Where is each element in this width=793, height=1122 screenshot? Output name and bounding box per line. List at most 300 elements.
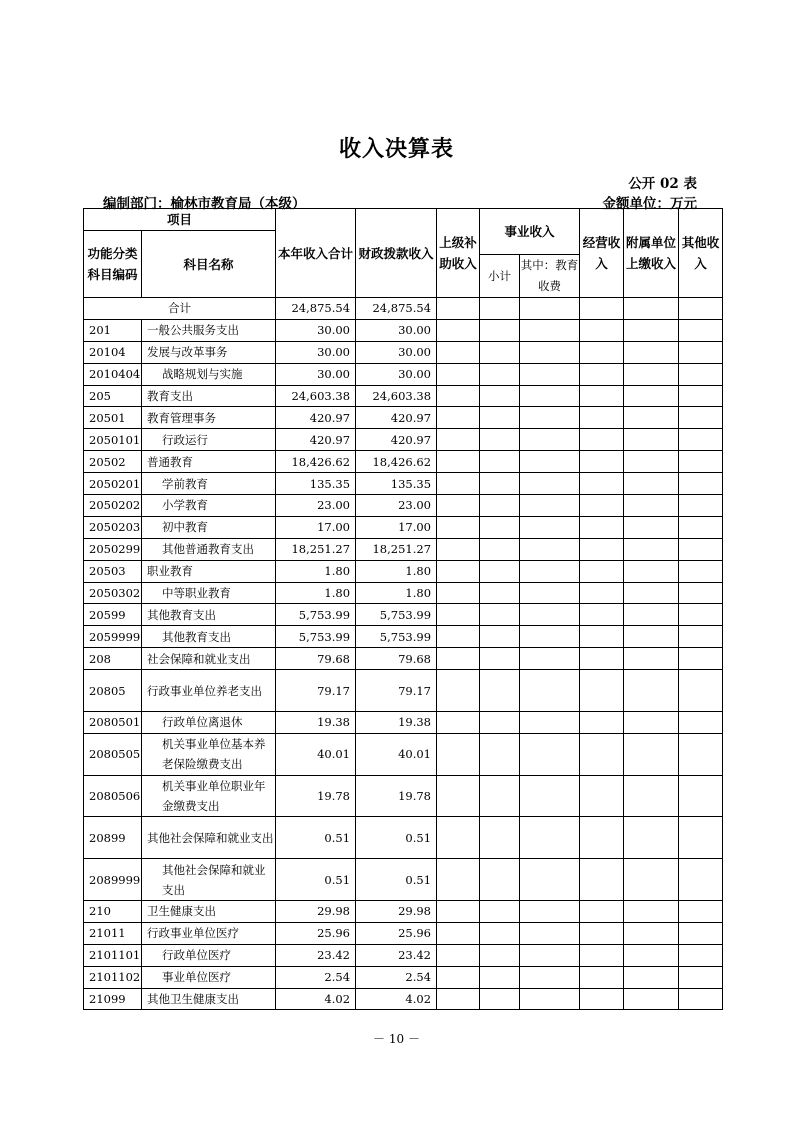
row-subject: 小学教育 bbox=[142, 495, 276, 517]
row-subject: 行政单位医疗 bbox=[142, 944, 276, 966]
empty-cell bbox=[437, 817, 480, 859]
row-subject: 普通教育 bbox=[142, 451, 276, 473]
row-total: 25.96 bbox=[276, 922, 356, 944]
empty-cell bbox=[520, 560, 580, 582]
empty-cell bbox=[679, 429, 723, 451]
row-code: 205 bbox=[84, 385, 142, 407]
row-code: 20501 bbox=[84, 407, 142, 429]
header-item: 项目 bbox=[84, 209, 276, 231]
empty-cell bbox=[437, 648, 480, 670]
row-fiscal: 135.35 bbox=[356, 473, 437, 495]
row-total: 17.00 bbox=[276, 516, 356, 538]
row-subject: 社会保障和就业支出 bbox=[142, 648, 276, 670]
row-subject: 其他普通教育支出 bbox=[142, 538, 276, 560]
row-fiscal: 5,753.99 bbox=[356, 626, 437, 648]
empty-cell bbox=[480, 473, 520, 495]
table-row bbox=[84, 385, 723, 407]
header-affiliated: 附属单位上缴收入 bbox=[624, 209, 679, 298]
empty-cell bbox=[480, 582, 520, 604]
table-row bbox=[84, 966, 723, 988]
row-total: 40.01 bbox=[276, 733, 356, 775]
empty-cell bbox=[580, 451, 624, 473]
empty-cell bbox=[520, 604, 580, 626]
row-code: 2010404 bbox=[84, 363, 142, 385]
empty-cell bbox=[520, 901, 580, 923]
row-fiscal: 1.80 bbox=[356, 582, 437, 604]
empty-cell bbox=[679, 817, 723, 859]
row-fiscal: 0.51 bbox=[356, 859, 437, 901]
empty-cell bbox=[624, 429, 679, 451]
empty-cell bbox=[437, 901, 480, 923]
table-row bbox=[84, 495, 723, 517]
empty-cell bbox=[624, 859, 679, 901]
table-row bbox=[84, 944, 723, 966]
empty-cell bbox=[480, 538, 520, 560]
empty-cell bbox=[624, 407, 679, 429]
empty-cell bbox=[580, 670, 624, 712]
row-code: 2080505 bbox=[84, 733, 142, 775]
empty-cell bbox=[624, 670, 679, 712]
empty-cell bbox=[580, 988, 624, 1010]
empty-cell bbox=[624, 473, 679, 495]
row-code: 2101102 bbox=[84, 966, 142, 988]
empty-cell bbox=[580, 775, 624, 817]
empty-cell bbox=[679, 711, 723, 733]
row-code: 2080506 bbox=[84, 775, 142, 817]
empty-cell bbox=[437, 988, 480, 1010]
row-total: 5,753.99 bbox=[276, 604, 356, 626]
row-total: 19.78 bbox=[276, 775, 356, 817]
row-total: 30.00 bbox=[276, 319, 356, 341]
empty-cell bbox=[580, 859, 624, 901]
row-fiscal: 30.00 bbox=[356, 341, 437, 363]
empty-cell bbox=[580, 817, 624, 859]
empty-cell bbox=[679, 901, 723, 923]
empty-cell bbox=[480, 495, 520, 517]
row-subject: 一般公共服务支出 bbox=[142, 319, 276, 341]
empty-cell bbox=[679, 670, 723, 712]
row-subject: 其他教育支出 bbox=[142, 626, 276, 648]
row-code: 210 bbox=[84, 901, 142, 923]
table-row bbox=[84, 473, 723, 495]
row-fiscal: 2.54 bbox=[356, 966, 437, 988]
header-edu-fee: 其中：教育收费 bbox=[520, 255, 580, 298]
row-total: 420.97 bbox=[276, 429, 356, 451]
empty-cell bbox=[624, 733, 679, 775]
empty-cell bbox=[480, 922, 520, 944]
empty-cell bbox=[679, 363, 723, 385]
empty-cell bbox=[520, 385, 580, 407]
empty-cell bbox=[624, 775, 679, 817]
total-label: 合计 bbox=[84, 298, 276, 320]
empty-cell bbox=[624, 988, 679, 1010]
empty-cell bbox=[679, 560, 723, 582]
row-subject: 发展与改革事务 bbox=[142, 341, 276, 363]
empty-cell bbox=[437, 944, 480, 966]
row-fiscal: 40.01 bbox=[356, 733, 437, 775]
total-fiscal: 24,875.54 bbox=[356, 298, 437, 320]
table-row bbox=[84, 670, 723, 712]
table-row bbox=[84, 817, 723, 859]
empty-cell bbox=[624, 711, 679, 733]
income-statement-table bbox=[83, 208, 723, 1010]
empty-cell bbox=[624, 451, 679, 473]
row-fiscal: 5,753.99 bbox=[356, 604, 437, 626]
row-subject: 行政事业单位医疗 bbox=[142, 922, 276, 944]
row-total: 1.80 bbox=[276, 560, 356, 582]
empty-cell bbox=[520, 944, 580, 966]
row-code: 2050101 bbox=[84, 429, 142, 451]
empty-cell bbox=[580, 473, 624, 495]
empty-cell bbox=[520, 429, 580, 451]
empty-cell bbox=[679, 648, 723, 670]
row-fiscal: 19.78 bbox=[356, 775, 437, 817]
empty-cell bbox=[437, 451, 480, 473]
total-row bbox=[84, 298, 723, 320]
table-row bbox=[84, 341, 723, 363]
empty-cell bbox=[437, 495, 480, 517]
empty-cell bbox=[480, 648, 520, 670]
row-fiscal: 1.80 bbox=[356, 560, 437, 582]
empty-cell bbox=[679, 966, 723, 988]
row-total: 420.97 bbox=[276, 407, 356, 429]
row-subject: 初中教育 bbox=[142, 516, 276, 538]
row-subject: 教育支出 bbox=[142, 385, 276, 407]
table-row bbox=[84, 859, 723, 901]
empty-cell bbox=[520, 733, 580, 775]
row-total: 135.35 bbox=[276, 473, 356, 495]
empty-cell bbox=[580, 604, 624, 626]
row-code: 2059999 bbox=[84, 626, 142, 648]
empty-cell bbox=[624, 341, 679, 363]
empty-cell bbox=[679, 538, 723, 560]
empty-cell bbox=[437, 670, 480, 712]
empty-cell bbox=[624, 922, 679, 944]
empty-cell bbox=[679, 922, 723, 944]
row-code: 201 bbox=[84, 319, 142, 341]
empty-cell bbox=[580, 922, 624, 944]
empty-cell bbox=[480, 451, 520, 473]
compiling-department: 编制部门：榆林市教育局（本级） bbox=[103, 196, 306, 212]
row-code: 2050202 bbox=[84, 495, 142, 517]
table-row bbox=[84, 988, 723, 1010]
row-total: 1.80 bbox=[276, 582, 356, 604]
table-row bbox=[84, 363, 723, 385]
empty-cell bbox=[580, 626, 624, 648]
empty-cell bbox=[624, 319, 679, 341]
empty-cell bbox=[679, 319, 723, 341]
empty-cell bbox=[520, 341, 580, 363]
empty-cell bbox=[480, 775, 520, 817]
empty-cell bbox=[437, 775, 480, 817]
row-total: 0.51 bbox=[276, 817, 356, 859]
row-fiscal: 24,603.38 bbox=[356, 385, 437, 407]
empty-cell bbox=[437, 859, 480, 901]
empty-cell bbox=[437, 473, 480, 495]
table-row bbox=[84, 604, 723, 626]
table-row bbox=[84, 582, 723, 604]
row-subject: 行政事业单位养老支出 bbox=[142, 670, 276, 712]
row-subject: 其他社会保障和就业支出 bbox=[142, 817, 276, 859]
empty-cell bbox=[679, 775, 723, 817]
empty-cell bbox=[437, 407, 480, 429]
empty-cell bbox=[480, 319, 520, 341]
row-code: 20805 bbox=[84, 670, 142, 712]
row-total: 0.51 bbox=[276, 859, 356, 901]
row-subject: 卫生健康支出 bbox=[142, 901, 276, 923]
empty-cell bbox=[520, 319, 580, 341]
empty-cell bbox=[580, 429, 624, 451]
empty-cell bbox=[624, 582, 679, 604]
empty-cell bbox=[580, 319, 624, 341]
empty-cell bbox=[480, 988, 520, 1010]
empty-cell bbox=[520, 473, 580, 495]
empty-cell bbox=[624, 385, 679, 407]
row-fiscal: 23.42 bbox=[356, 944, 437, 966]
empty-cell bbox=[679, 341, 723, 363]
empty-cell bbox=[520, 859, 580, 901]
empty-cell bbox=[437, 516, 480, 538]
header-business: 事业收入 bbox=[480, 209, 580, 255]
table-row bbox=[84, 319, 723, 341]
empty-cell bbox=[437, 341, 480, 363]
row-code: 2101101 bbox=[84, 944, 142, 966]
table-row bbox=[84, 407, 723, 429]
row-code: 2050201 bbox=[84, 473, 142, 495]
empty-cell bbox=[679, 988, 723, 1010]
empty-cell bbox=[679, 407, 723, 429]
row-code: 2080501 bbox=[84, 711, 142, 733]
empty-cell bbox=[679, 516, 723, 538]
empty-cell bbox=[580, 944, 624, 966]
empty-cell bbox=[580, 966, 624, 988]
row-fiscal: 79.17 bbox=[356, 670, 437, 712]
header-total: 本年收入合计 bbox=[276, 209, 356, 298]
row-total: 5,753.99 bbox=[276, 626, 356, 648]
row-fiscal: 29.98 bbox=[356, 901, 437, 923]
row-fiscal: 30.00 bbox=[356, 319, 437, 341]
empty-cell bbox=[679, 604, 723, 626]
table-row bbox=[84, 733, 723, 775]
empty-cell bbox=[580, 363, 624, 385]
row-subject: 教育管理事务 bbox=[142, 407, 276, 429]
empty-cell bbox=[580, 733, 624, 775]
header-subtotal: 小计 bbox=[480, 255, 520, 298]
empty-cell bbox=[679, 495, 723, 517]
header-other: 其他收入 bbox=[679, 209, 723, 298]
empty-cell bbox=[437, 626, 480, 648]
row-fiscal: 17.00 bbox=[356, 516, 437, 538]
row-code: 20899 bbox=[84, 817, 142, 859]
empty-cell bbox=[480, 604, 520, 626]
empty-cell bbox=[480, 429, 520, 451]
empty-cell bbox=[679, 385, 723, 407]
empty-cell bbox=[437, 560, 480, 582]
row-subject: 中等职业教育 bbox=[142, 582, 276, 604]
empty-cell bbox=[520, 363, 580, 385]
empty-cell bbox=[520, 817, 580, 859]
empty-cell bbox=[679, 473, 723, 495]
empty-cell bbox=[480, 944, 520, 966]
row-code: 2050299 bbox=[84, 538, 142, 560]
header-subject: 科目名称 bbox=[142, 231, 276, 298]
row-subject: 行政运行 bbox=[142, 429, 276, 451]
empty-cell bbox=[580, 385, 624, 407]
header-fiscal: 财政拨款收入 bbox=[356, 209, 437, 298]
row-total: 23.42 bbox=[276, 944, 356, 966]
row-total: 30.00 bbox=[276, 363, 356, 385]
empty-cell bbox=[679, 626, 723, 648]
empty-cell bbox=[520, 966, 580, 988]
empty-cell bbox=[624, 901, 679, 923]
amount-unit: 金额单位：万元 bbox=[602, 196, 697, 212]
table-row bbox=[84, 922, 723, 944]
empty-cell bbox=[437, 733, 480, 775]
empty-cell bbox=[437, 711, 480, 733]
row-total: 4.02 bbox=[276, 988, 356, 1010]
empty-cell bbox=[480, 901, 520, 923]
empty-cell bbox=[624, 944, 679, 966]
empty-cell bbox=[580, 582, 624, 604]
row-code: 20502 bbox=[84, 451, 142, 473]
form-number: 公开 02 表 bbox=[628, 176, 697, 192]
empty-cell bbox=[520, 775, 580, 817]
row-code: 2050302 bbox=[84, 582, 142, 604]
table-row bbox=[84, 901, 723, 923]
empty-cell bbox=[580, 407, 624, 429]
row-subject: 其他卫生健康支出 bbox=[142, 988, 276, 1010]
empty-cell bbox=[520, 626, 580, 648]
empty-cell bbox=[480, 670, 520, 712]
empty-cell bbox=[624, 516, 679, 538]
row-subject: 其他教育支出 bbox=[142, 604, 276, 626]
empty-cell bbox=[437, 582, 480, 604]
empty-cell bbox=[480, 560, 520, 582]
row-total: 79.68 bbox=[276, 648, 356, 670]
row-fiscal: 0.51 bbox=[356, 817, 437, 859]
empty-cell bbox=[520, 922, 580, 944]
empty-cell bbox=[520, 407, 580, 429]
row-subject: 机关事业单位职业年金缴费支出 bbox=[142, 775, 276, 817]
row-fiscal: 30.00 bbox=[356, 363, 437, 385]
row-fiscal: 18,251.27 bbox=[356, 538, 437, 560]
empty-cell bbox=[580, 341, 624, 363]
row-code: 20104 bbox=[84, 341, 142, 363]
row-total: 24,603.38 bbox=[276, 385, 356, 407]
row-code: 2050203 bbox=[84, 516, 142, 538]
empty-cell bbox=[480, 733, 520, 775]
row-fiscal: 25.96 bbox=[356, 922, 437, 944]
row-fiscal: 420.97 bbox=[356, 429, 437, 451]
table-row bbox=[84, 451, 723, 473]
row-code: 2089999 bbox=[84, 859, 142, 901]
row-subject: 事业单位医疗 bbox=[142, 966, 276, 988]
empty-cell bbox=[679, 451, 723, 473]
table-row bbox=[84, 626, 723, 648]
row-code: 21011 bbox=[84, 922, 142, 944]
empty-cell bbox=[480, 859, 520, 901]
empty-cell bbox=[437, 604, 480, 626]
row-fiscal: 18,426.62 bbox=[356, 451, 437, 473]
empty-cell bbox=[520, 495, 580, 517]
table-row bbox=[84, 775, 723, 817]
empty-cell bbox=[480, 711, 520, 733]
row-total: 2.54 bbox=[276, 966, 356, 988]
header-func-code: 功能分类科目编码 bbox=[84, 231, 142, 298]
row-fiscal: 4.02 bbox=[356, 988, 437, 1010]
empty-cell bbox=[520, 670, 580, 712]
empty-cell bbox=[480, 817, 520, 859]
row-fiscal: 79.68 bbox=[356, 648, 437, 670]
empty-cell bbox=[580, 901, 624, 923]
empty-cell bbox=[480, 385, 520, 407]
empty-cell bbox=[580, 711, 624, 733]
empty-cell bbox=[679, 733, 723, 775]
empty-cell bbox=[580, 516, 624, 538]
row-total: 30.00 bbox=[276, 341, 356, 363]
empty-cell bbox=[437, 966, 480, 988]
row-total: 18,251.27 bbox=[276, 538, 356, 560]
table-row bbox=[84, 516, 723, 538]
row-total: 23.00 bbox=[276, 495, 356, 517]
row-fiscal: 19.38 bbox=[356, 711, 437, 733]
empty-cell bbox=[624, 495, 679, 517]
empty-cell bbox=[437, 385, 480, 407]
row-code: 21099 bbox=[84, 988, 142, 1010]
empty-cell bbox=[624, 363, 679, 385]
empty-cell bbox=[480, 966, 520, 988]
empty-cell bbox=[480, 341, 520, 363]
empty-cell bbox=[624, 604, 679, 626]
empty-cell bbox=[624, 560, 679, 582]
empty-cell bbox=[520, 648, 580, 670]
table-row bbox=[84, 711, 723, 733]
empty-cell bbox=[480, 363, 520, 385]
empty-cell bbox=[520, 582, 580, 604]
empty-cell bbox=[679, 582, 723, 604]
empty-cell bbox=[520, 538, 580, 560]
empty-cell bbox=[624, 626, 679, 648]
row-code: 20599 bbox=[84, 604, 142, 626]
empty-cell bbox=[480, 407, 520, 429]
empty-cell bbox=[437, 363, 480, 385]
row-code: 208 bbox=[84, 648, 142, 670]
table-row bbox=[84, 538, 723, 560]
empty-cell bbox=[437, 922, 480, 944]
row-fiscal: 420.97 bbox=[356, 407, 437, 429]
empty-cell bbox=[624, 817, 679, 859]
row-subject: 其他社会保障和就业支出 bbox=[142, 859, 276, 901]
empty-cell bbox=[480, 516, 520, 538]
empty-cell bbox=[520, 711, 580, 733]
header-superior: 上级补助收入 bbox=[437, 209, 480, 298]
row-subject: 学前教育 bbox=[142, 473, 276, 495]
empty-cell bbox=[580, 495, 624, 517]
empty-cell bbox=[624, 538, 679, 560]
empty-cell bbox=[580, 648, 624, 670]
row-fiscal: 23.00 bbox=[356, 495, 437, 517]
row-subject: 机关事业单位基本养老保险缴费支出 bbox=[142, 733, 276, 775]
empty-cell bbox=[480, 626, 520, 648]
table-row bbox=[84, 429, 723, 451]
empty-cell bbox=[520, 451, 580, 473]
row-code: 20503 bbox=[84, 560, 142, 582]
row-total: 18,426.62 bbox=[276, 451, 356, 473]
empty-cell bbox=[520, 516, 580, 538]
row-total: 29.98 bbox=[276, 901, 356, 923]
table-row bbox=[84, 648, 723, 670]
empty-cell bbox=[437, 429, 480, 451]
